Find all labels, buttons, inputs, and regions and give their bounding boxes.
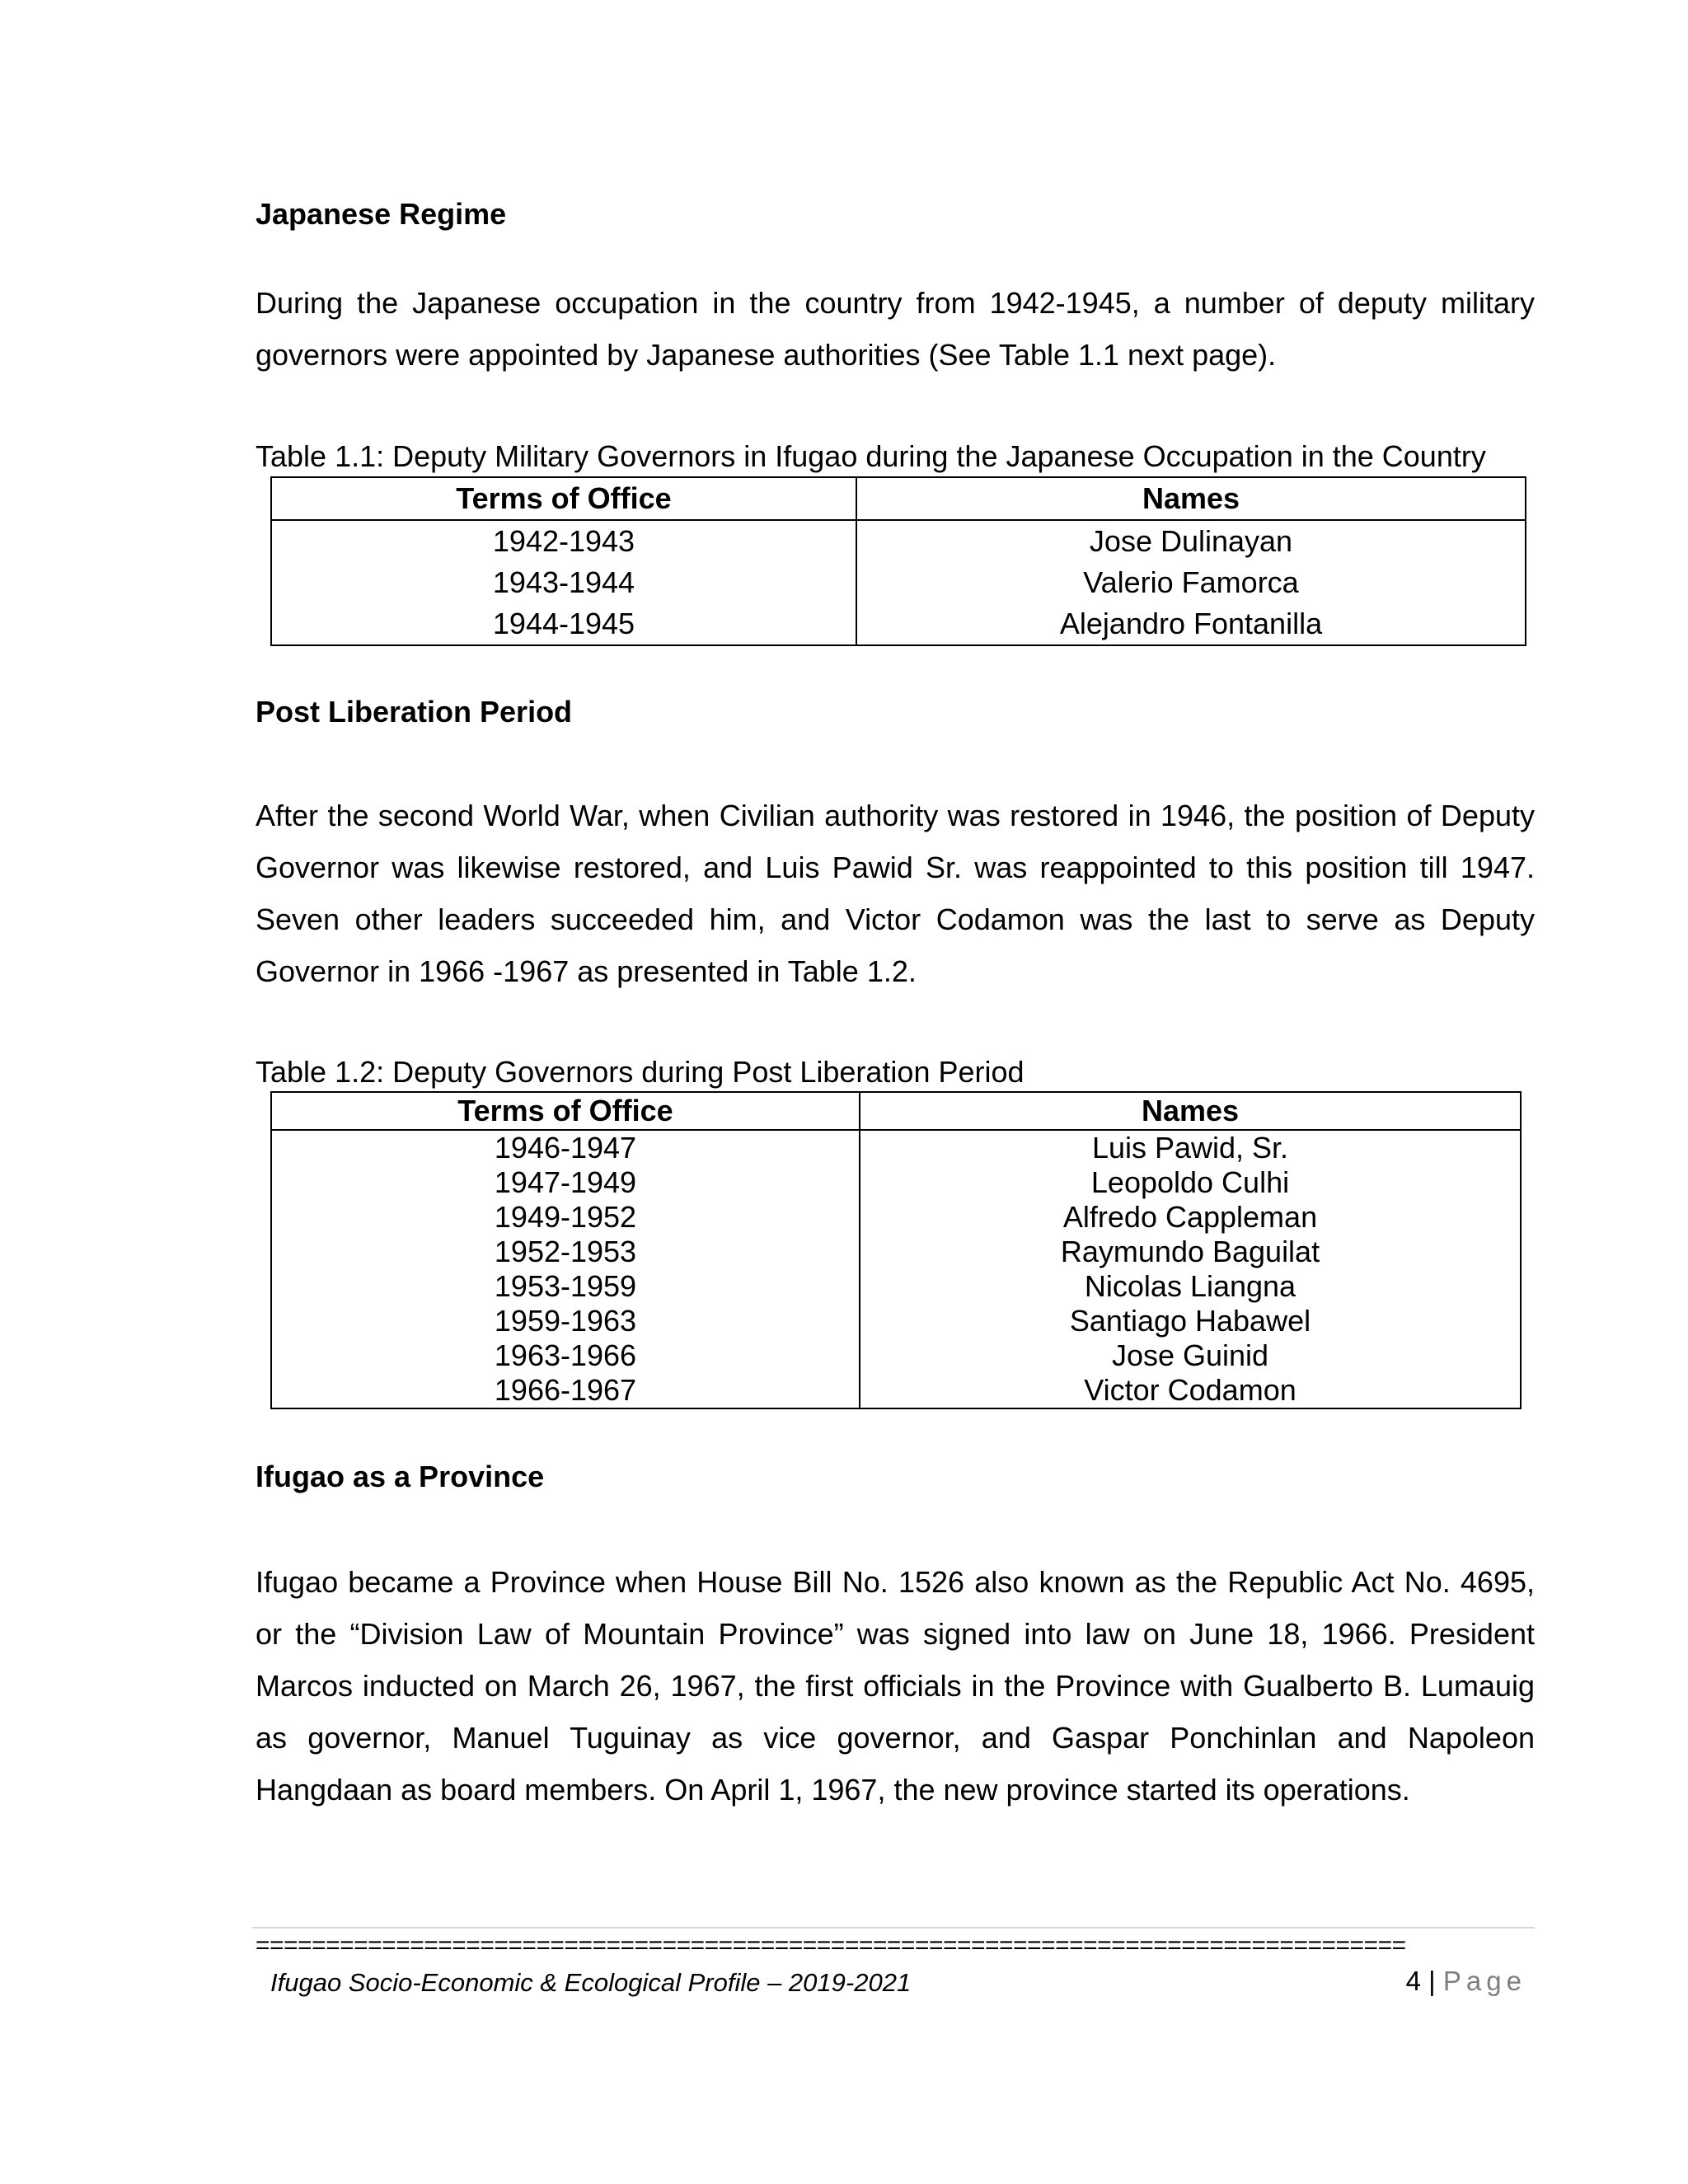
page-word: Page — [1442, 1966, 1526, 1996]
paragraph-ifugao-province: Ifugao became a Province when House Bill No. 1526 also known as the Republic Act No. 4695, or the “Division Law of Mountain Province” was signed into law on June 18, 1966. President Marcos inducted on March 26, 1967, the first officials in the Province with Gualberto B. Lumauig as governor, Manuel Tuguinay as vice governor, and Gaspar Ponchinlan and Napoleon Hangdaan as board members. On April 1, 1967, the new province started its operations. — [256, 1565, 1535, 1807]
table-1-2-caption: Table 1.2: Deputy Governors during Post Liberation Period — [256, 1055, 1025, 1089]
column-header-names: Names — [860, 1092, 1521, 1130]
table-row — [271, 1130, 1521, 1165]
term-cell: 1963-1966 — [271, 1338, 860, 1373]
term-cell: 1966-1967 — [271, 1373, 860, 1408]
term-cell: 1952-1953 — [271, 1235, 860, 1269]
table-row — [271, 1304, 1521, 1338]
paragraph-japanese-regime: During the Japanese occupation in the country from 1942-1945, a number of deputy military governors were appointed by Japanese authorities (See Table 1.1 next page). — [256, 286, 1535, 372]
column-header-terms: Terms of Office — [271, 1092, 860, 1130]
name-cell: Raymundo Baguilat — [860, 1235, 1521, 1269]
name-cell: Nicolas Liangna — [860, 1269, 1521, 1304]
heading-post-liberation: Post Liberation Period — [256, 695, 573, 729]
name-cell: Jose Dulinayan — [856, 520, 1526, 562]
term-cell: 1942-1943 — [271, 520, 856, 562]
name-cell: Leopoldo Culhi — [860, 1165, 1521, 1200]
name-cell: Alejandro Fontanilla — [856, 603, 1526, 645]
heading-japanese-regime: Japanese Regime — [256, 197, 507, 231]
column-header-names: Names — [856, 477, 1526, 520]
name-cell: Luis Pawid, Sr. — [860, 1130, 1521, 1165]
table-row — [271, 1235, 1521, 1269]
column-header-terms: Terms of Office — [271, 477, 856, 520]
name-cell: Alfredo Cappleman — [860, 1200, 1521, 1235]
term-cell: 1943-1944 — [271, 562, 856, 603]
table-deputy-military-governors — [270, 476, 1526, 646]
table-row — [271, 1373, 1521, 1408]
paragraph-post-liberation: After the second World War, when Civilian authority was restored in 1946, the position of Deputy Governor was likewise restored, and Luis Pawid Sr. was reappointed to this position till 1947. Seven other leaders succeeded him, and Victor Codamon was the last to serve as Deputy Governor in 1966 -1967 as presented in Table 1.2. — [256, 799, 1535, 988]
heading-ifugao-province: Ifugao as a Province — [256, 1460, 545, 1493]
table-row — [271, 1269, 1521, 1304]
table-row — [271, 1200, 1521, 1235]
name-cell: Jose Guinid — [860, 1338, 1521, 1373]
term-cell: 1959-1963 — [271, 1304, 860, 1338]
table-header-row — [271, 477, 1526, 520]
footer-separator: ================================================================================== — [256, 1932, 1406, 1959]
footer-divider — [252, 1927, 1535, 1929]
name-cell: Valerio Famorca — [856, 562, 1526, 603]
table-row — [271, 1338, 1521, 1373]
table-row — [271, 603, 1526, 645]
name-cell: Santiago Habawel — [860, 1304, 1521, 1338]
footer-document-title: Ifugao Socio-Economic & Ecological Profile – 2019-2021 — [270, 1968, 912, 1997]
table-1-1-caption: Table 1.1: Deputy Military Governors in Ifugao during the Japanese Occupation in the Country — [256, 439, 1486, 473]
term-cell: 1944-1945 — [271, 603, 856, 645]
term-cell: 1946-1947 — [271, 1130, 860, 1165]
page-separator: | — [1421, 1966, 1443, 1996]
page-number: 4 — [1405, 1966, 1421, 1996]
term-cell: 1953-1959 — [271, 1269, 860, 1304]
footer-page-indicator — [1406, 1965, 1526, 1998]
table-row — [271, 520, 1526, 562]
table-deputy-governors-post-liberation — [270, 1091, 1522, 1409]
term-cell: 1947-1949 — [271, 1165, 860, 1200]
name-cell: Victor Codamon — [860, 1373, 1521, 1408]
table-row — [271, 562, 1526, 603]
table-row — [271, 1165, 1521, 1200]
term-cell: 1949-1952 — [271, 1200, 860, 1235]
table-header-row — [271, 1092, 1521, 1130]
